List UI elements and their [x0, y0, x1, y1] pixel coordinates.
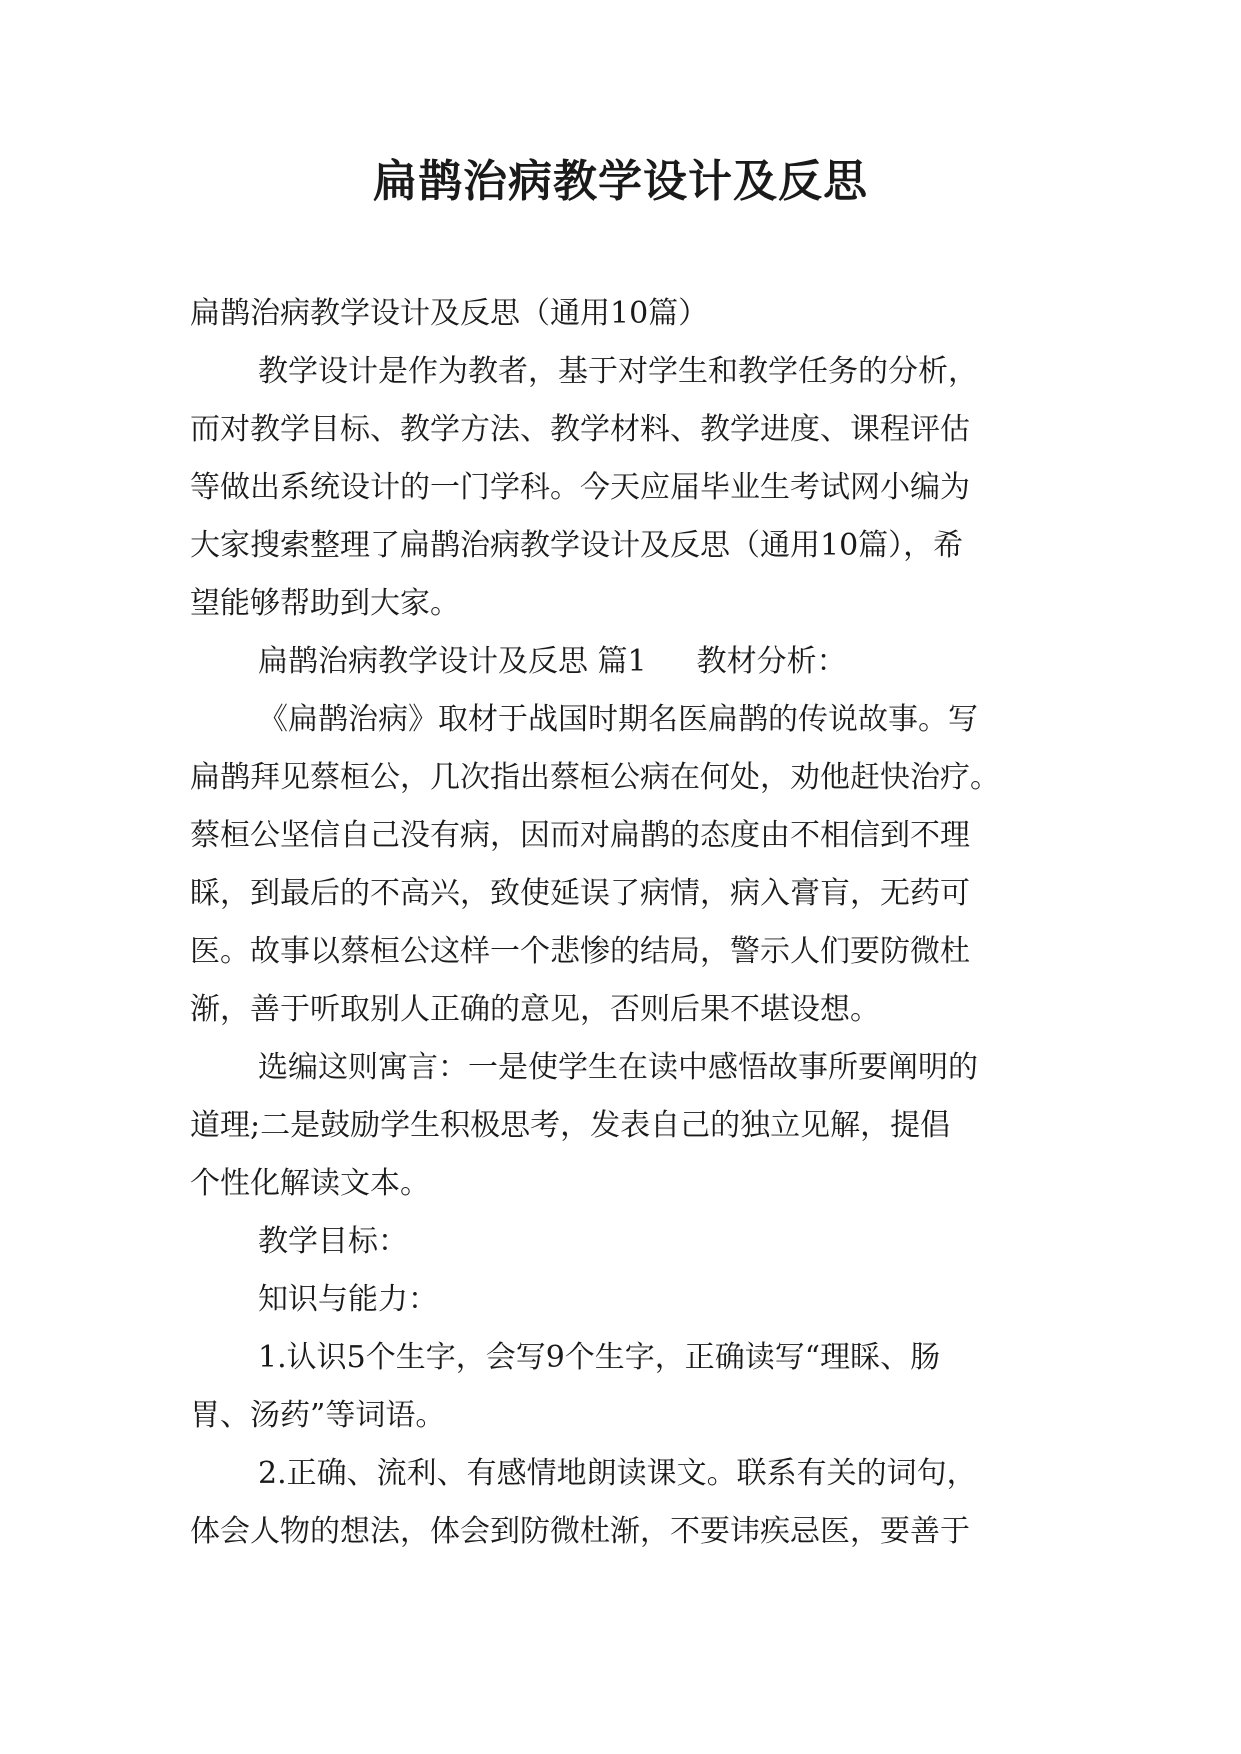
paragraph-line: 渐，善于听取别人正确的意见，否则后果不堪设想。	[190, 992, 880, 1027]
paragraph-line: 等做出系统设计的一门学科。今天应届毕业生考试网小编为	[190, 470, 970, 505]
paragraph-line: 而对教学目标、教学方法、教学材料、教学进度、课程评估	[190, 412, 970, 447]
list-item-line: 2.正确、流利、有感情地朗读课文。联系有关的词句，	[258, 1456, 977, 1491]
section-label: 教材分析：	[696, 644, 847, 679]
paragraph-line: 《扁鹊治病》取材于战国时期名医扁鹊的传说故事。写	[258, 702, 978, 737]
list-item-line: 胃、汤药”等词语。	[190, 1398, 446, 1433]
subtitle-line: 扁鹊治病教学设计及反思（通用10篇）	[190, 296, 709, 331]
paragraph-line: 睬，到最后的不高兴，致使延误了病情，病入膏肓，无药可	[190, 876, 970, 911]
paragraph-line: 大家搜索整理了扁鹊治病教学设计及反思（通用10篇），希	[190, 528, 964, 563]
section-heading-line	[190, 633, 1052, 691]
paragraph-line: 蔡桓公坚信自己没有病，因而对扁鹊的态度由不相信到不理	[190, 818, 970, 853]
paragraph-line: 个性化解读文本。	[190, 1166, 430, 1201]
paragraph-line: 望能够帮助到大家。	[190, 586, 460, 621]
list-item-line: 体会人物的想法，体会到防微杜渐，不要讳疾忌医，要善于	[190, 1514, 970, 1549]
list-item-line: 1.认识5个生字，会写9个生字，正确读写“理睬、肠	[258, 1340, 941, 1375]
paragraph-line: 医。故事以蔡桓公这样一个悲惨的结局，警示人们要防微杜	[190, 934, 970, 969]
document-body	[190, 285, 1052, 1561]
paragraph-line: 选编这则寓言：一是使学生在读中感悟故事所要阐明的	[258, 1050, 978, 1085]
paragraph-line: 道理;二是鼓励学生积极思考，发表自己的独立见解，提倡	[190, 1108, 951, 1143]
document-title: 扁鹊治病教学设计及反思	[373, 156, 868, 207]
paragraph-line: 扁鹊拜见蔡桓公，几次指出蔡桓公病在何处，劝他赶快治疗。	[190, 760, 1000, 795]
section-heading: 扁鹊治病教学设计及反思 篇1	[258, 644, 647, 679]
heading-line: 知识与能力：	[258, 1282, 438, 1317]
paragraph-line: 教学设计是作为教者，基于对学生和教学任务的分析，	[258, 354, 978, 389]
heading-line: 教学目标：	[258, 1224, 408, 1259]
